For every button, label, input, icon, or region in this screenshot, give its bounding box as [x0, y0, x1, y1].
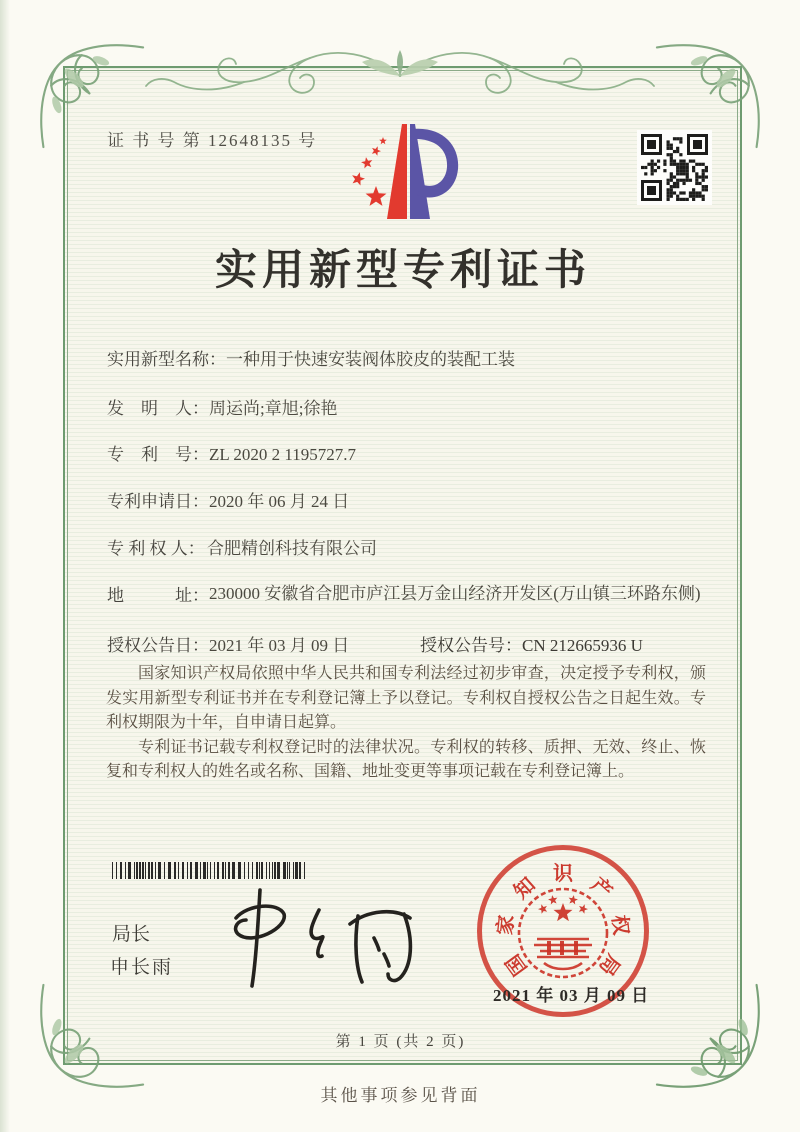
field-value: 周运尚;章旭;徐艳	[209, 399, 338, 418]
seal-char: 国	[502, 949, 532, 980]
field-row-inventors	[107, 394, 337, 419]
field-value: 一种用于快速安装阀体胶皮的装配工装	[226, 350, 515, 369]
field-row-patent-number	[107, 440, 356, 465]
national-emblem-icon	[514, 883, 612, 983]
seal-char: 家	[494, 913, 519, 937]
legal-text	[106, 662, 706, 785]
seal-char: 局	[594, 949, 624, 980]
field-row-address	[107, 581, 714, 607]
seal-char: 权	[607, 913, 632, 937]
qr-code-icon	[637, 130, 712, 205]
field-value: CN 212665936 U	[522, 636, 643, 655]
field-label: 授权公告号：	[420, 636, 522, 655]
field-row-name	[107, 345, 515, 370]
seal-char: 产	[586, 873, 616, 904]
scan-edge-shadow	[0, 0, 10, 1132]
field-label: 专 利 权 人：	[107, 539, 205, 558]
field-row-patentee	[107, 534, 377, 559]
seal-char: 识	[553, 863, 573, 885]
seal-date: 2021 年 03 月 09 日	[493, 986, 650, 1005]
field-row-grant-number	[420, 631, 643, 656]
signer-title: 局长	[112, 924, 151, 945]
legal-paragraph-2: 专利证书记载专利权登记时的法律状况。专利权的转移、质押、无效、终止、恢复和专利权人的姓名或名称、国籍、地址变更等事项记载在专利登记簿上。	[106, 738, 706, 781]
field-value: 230000 安徽省合肥市庐江县万金山经济开发区(万山镇三环路东侧)	[209, 584, 701, 603]
field-label: 专 利 号：	[107, 445, 209, 464]
legal-paragraph-1: 国家知识产权局依照中华人民共和国专利法经过初步审查，决定授予专利权，颁发实用新型专利证书并在专利登记簿上予以登记。专利权自授权公告之日起生效。专利权期限为十年，自申请日起算。	[106, 665, 706, 732]
field-label: 专利申请日：	[107, 492, 209, 511]
barcode-bars	[112, 862, 305, 879]
field-row-filing-date	[107, 487, 349, 512]
field-value: 2020 年 06 月 24 日	[209, 492, 350, 511]
field-value: 2021 年 03 月 09 日	[209, 636, 350, 655]
cnipa-logo-icon	[342, 121, 462, 222]
certificate-title: 实用新型专利证书	[214, 248, 591, 294]
field-value: 合肥精创科技有限公司	[207, 539, 377, 558]
field-label: 地 址：	[107, 586, 209, 605]
field-value: ZL 2020 2 1195727.7	[209, 445, 357, 464]
barcode-icon	[112, 862, 305, 879]
certificate-number: 证 书 号 第 12648135 号	[107, 131, 318, 150]
field-label: 实用新型名称：	[107, 350, 226, 369]
floral-top-frieze-icon	[140, 40, 660, 102]
page-indicator: 第 1 页 (共 2 页)	[335, 1034, 466, 1050]
back-side-note: 其他事项参见背面	[320, 1086, 481, 1105]
signer-name: 申长雨	[110, 957, 174, 978]
field-row-grant-date	[107, 631, 349, 656]
field-label: 发 明 人：	[107, 399, 209, 418]
field-label: 授权公告日：	[107, 636, 209, 655]
seal-char: 知	[510, 873, 540, 904]
signature-icon	[222, 884, 422, 992]
